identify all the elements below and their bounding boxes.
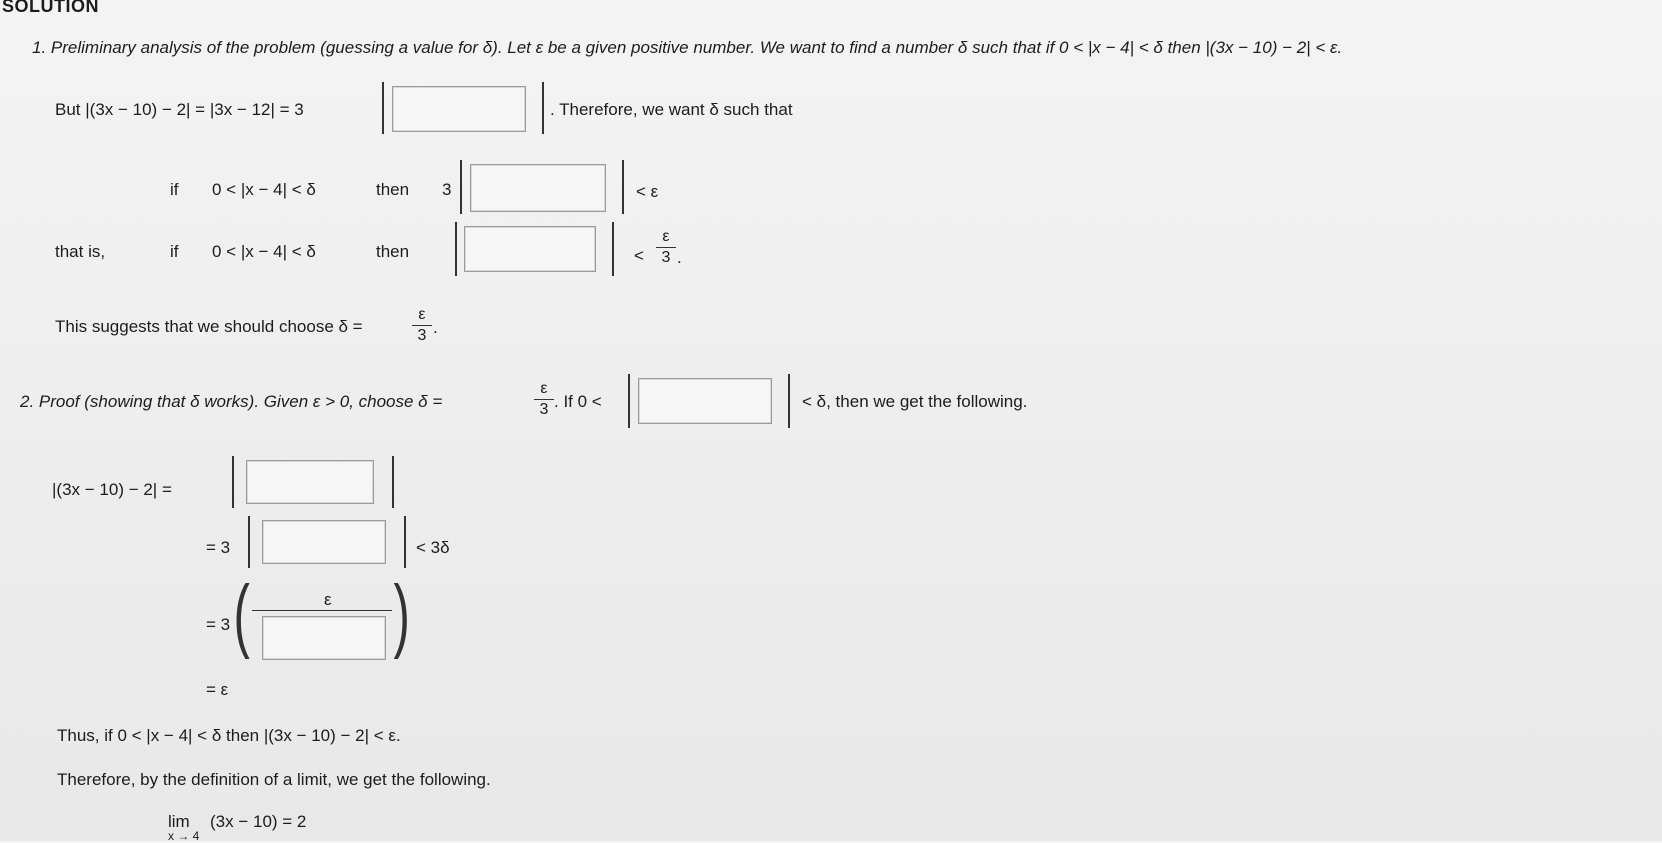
period: . <box>677 248 682 267</box>
condition-2: 0 < |x − 4| < δ <box>212 242 316 261</box>
less-than-3-delta: < 3δ <box>416 538 450 557</box>
answer-box-4[interactable] <box>638 378 772 424</box>
left-parenthesis: ( <box>233 569 250 660</box>
less-than-epsilon: < ε <box>636 182 659 201</box>
fraction-numerator: ε <box>540 380 548 397</box>
answer-box-6[interactable] <box>262 520 386 564</box>
condition-1: 0 < |x − 4| < δ <box>212 180 316 199</box>
abs-bar-right <box>622 160 624 214</box>
fraction-denominator: 3 <box>417 327 427 344</box>
abs-bar-right <box>788 374 790 428</box>
coefficient-3: 3 <box>442 180 452 199</box>
fraction-denominator: 3 <box>539 401 549 418</box>
fraction-denominator: 3 <box>661 249 671 266</box>
step2-intro: 2. Proof (showing that δ works). Given ε > 0, choose δ = <box>20 392 443 411</box>
answer-box-7[interactable] <box>262 616 386 660</box>
abs-bar-left <box>460 160 462 214</box>
fraction-numerator: ε <box>662 228 670 245</box>
fraction-bar <box>412 325 432 326</box>
answer-box-1[interactable] <box>392 86 526 132</box>
less-than-sign: < <box>634 246 644 265</box>
suggests-text: This suggests that we should choose δ = <box>55 317 363 336</box>
step1-intro: 1. Preliminary analysis of the problem (guessing a value for δ). Let ε be a given positive number. We want to find a number δ such that if 0 < |x − 4| < δ then |(3x − 10) − 2| < ε. <box>32 38 1343 57</box>
then-label-2: then <box>376 242 410 261</box>
abs-bar-right <box>404 516 406 568</box>
epsilon-over-3-fraction <box>656 228 676 267</box>
delta-choice-fraction <box>412 306 432 345</box>
fraction-bar <box>252 610 392 611</box>
then-get-text: < δ, then we get the following. <box>802 392 1028 411</box>
equals-epsilon: = ε <box>206 680 229 699</box>
abs-bar-right <box>542 82 544 134</box>
limit-expression: (3x − 10) = 2 <box>210 812 307 831</box>
answer-box-5[interactable] <box>246 460 374 504</box>
if-label-2: if <box>170 242 179 261</box>
fraction-bar <box>534 399 554 400</box>
fraction-bar <box>656 247 676 248</box>
therefore-text: . Therefore, we want δ such that <box>550 100 793 119</box>
answer-box-3[interactable] <box>464 226 596 272</box>
abs-bar-left <box>232 456 234 508</box>
delta-choice-fraction-2 <box>534 380 554 419</box>
but-expression: But |(3x − 10) − 2| = |3x − 12| = 3 <box>55 100 304 119</box>
abs-bar-left <box>455 222 457 276</box>
answer-box-2[interactable] <box>470 164 606 212</box>
if-label-1: if <box>170 180 179 199</box>
equals-3-b: = 3 <box>206 615 231 634</box>
that-is-label: that is, <box>55 242 106 261</box>
chain-lhs: |(3x − 10) − 2| = <box>52 480 172 499</box>
period: . <box>433 318 438 337</box>
fraction-numerator: ε <box>418 306 426 323</box>
limit-label: lim <box>168 812 190 831</box>
fraction-numerator-epsilon: ε <box>324 590 332 609</box>
then-label-1: then <box>376 180 410 199</box>
solution-heading: SOLUTION <box>2 0 99 16</box>
abs-bar-right <box>612 222 614 276</box>
therefore-statement: Therefore, by the definition of a limit, we get the following. <box>57 770 491 789</box>
right-parenthesis: ) <box>393 569 410 660</box>
if-zero-less: . If 0 < <box>554 392 602 411</box>
equals-3-a: = 3 <box>206 538 231 557</box>
thus-statement: Thus, if 0 < |x − 4| < δ then |(3x − 10) − 2| < ε. <box>57 726 401 745</box>
abs-bar-left <box>382 82 384 134</box>
abs-bar-left <box>628 374 630 428</box>
abs-bar-right <box>392 456 394 508</box>
abs-bar-left <box>248 516 250 568</box>
limit-subscript: x → 4 <box>168 829 200 843</box>
